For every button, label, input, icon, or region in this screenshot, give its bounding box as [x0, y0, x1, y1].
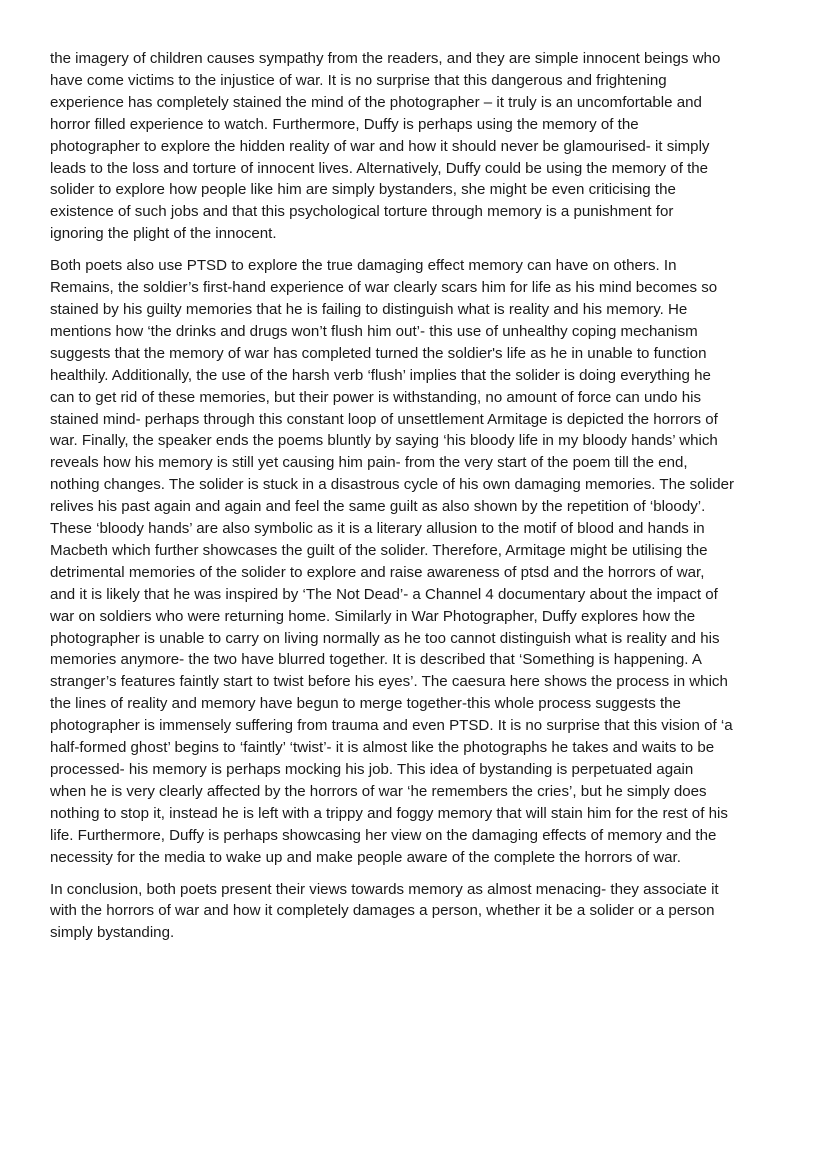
text-line: stained by his guilty memories that he is failing to distinguish what is reality and his memory. He: [50, 300, 688, 318]
text-line: half-formed ghost’ begins to ‘faintly’ ‘twist’- it is almost like the photographs he takes and waits to be: [50, 739, 715, 757]
text-line: and it is likely that he was inspired by ‘The Not Dead’- a Channel 4 documentary about the impact of: [50, 585, 718, 603]
text-line: life. Furthermore, Duffy is perhaps showcasing her view on the damaging effects of memory and the: [50, 826, 717, 844]
text-line: can to get rid of these memories, but their power is withstanding, no amount of force can undo his: [50, 388, 702, 406]
text-line: reveals how his memory is still yet causing him pain- from the very start of the poem till the end,: [50, 454, 688, 472]
text-line: leads to the loss and torture of innocent lives. Alternatively, Duffy could be using the memory of the: [50, 159, 709, 177]
text-line: when he is very clearly affected by the horrors of war ‘he remembers the cries’, but he simply does: [50, 782, 707, 800]
text-line: processed- his memory is perhaps mocking his job. This idea of bystanding is perpetuated again: [50, 761, 694, 778]
text-line: photographer is unable to carry on living normally as he too cannot distinguish what is reality and his: [50, 629, 720, 647]
text-line: detrimental memories of the solider to explore and raise awareness of ptsd and the horrors of war,: [50, 563, 705, 581]
text-line: stranger’s features faintly start to twist before his eyes’. The caesura here shows the process in which: [50, 673, 728, 691]
text-line: ignoring the plight of the innocent.: [50, 225, 277, 243]
text-line: suggests that the memory of war has completed turned the soldier's life as he in unable to function: [50, 344, 707, 362]
text-line: photographer to explore the hidden reality of war and how it should never be glamourised- it simply: [50, 137, 710, 155]
text-line: nothing to stop it, instead he is left with a trippy and foggy memory that will stain him for the rest of his: [50, 804, 728, 822]
text-line: existence of such jobs and that this psychological torture through memory is a punishment for: [50, 203, 674, 221]
text-line: horror filled experience to watch. Furthermore, Duffy is perhaps using the memory of the: [50, 115, 639, 133]
text-line: the lines of reality and memory have begun to merge together-this whole process suggests the: [50, 695, 681, 713]
text-line: war. Finally, the speaker ends the poems bluntly by saying ‘his bloody life in my bloody hands’ which: [50, 432, 718, 450]
text-line: Macbeth which further showcases the guilt of the solider. Therefore, Armitage might be utilising the: [50, 541, 708, 559]
text-line: with the horrors of war and how it completely damages a person, whether it be a solider or a person: [50, 902, 715, 920]
paragraph-ptsd: [50, 255, 782, 868]
paragraph-conclusion: [50, 879, 782, 945]
text-line: simply bystanding.: [50, 924, 175, 942]
text-line: memories anymore- the two have blurred together. It is described that ‘Something is happening. A: [50, 651, 702, 669]
text-line: These ‘bloody hands’ are also symbolic as it is a literary allusion to the motif of blood and hands in: [50, 520, 705, 538]
text-line: photographer is immensely suffering from trauma and even PTSD. It is no surprise that this vision of ‘a: [50, 717, 733, 735]
text-line: have come victims to the injustice of war. It is no surprise that this dangerous and frightening: [50, 71, 667, 89]
text-line: healthily. Additionally, the use of the harsh verb ‘flush’ implies that the solider is doing everything he: [50, 366, 711, 384]
text-line: Remains, the soldier’s first-hand experience of war clearly scars him for life as his mind becomes so: [50, 279, 718, 297]
text-line: war on soldiers who were returning home. Similarly in War Photographer, Duffy explores how the: [50, 607, 696, 625]
text-line: relives his past again and again and feel the same guilt as also shown by the repetition of ‘bloody’.: [50, 498, 706, 516]
text-line: nothing changes. The solider is stuck in a disastrous cycle of his own damaging memories. The solider: [50, 476, 735, 494]
text-line: the imagery of children causes sympathy from the readers, and they are simple innocent beings who: [50, 50, 721, 67]
text-line: experience has completely stained the mind of the photographer – it truly is an uncomfortable and: [50, 93, 702, 111]
document-page: [50, 48, 782, 954]
text-line: necessity for the media to wake up and make people aware of the complete the horrors of war.: [50, 848, 681, 866]
text-line: solider to explore how people like him are simply bystanders, she might be even criticising the: [50, 181, 676, 199]
paragraph-imagery-of-children: [50, 48, 782, 245]
text-line: mentions how ‘the drinks and drugs won’t flush him out’- this use of unhealthy coping mechanism: [50, 322, 698, 340]
text-line: In conclusion, both poets present their views towards memory as almost menacing- they associate it: [50, 880, 719, 898]
text-line: stained mind- perhaps through this constant loop of unsettlement Armitage is depicted the horrors of: [50, 410, 718, 428]
text-line: Both poets also use PTSD to explore the true damaging effect memory can have on others. In: [50, 257, 677, 275]
